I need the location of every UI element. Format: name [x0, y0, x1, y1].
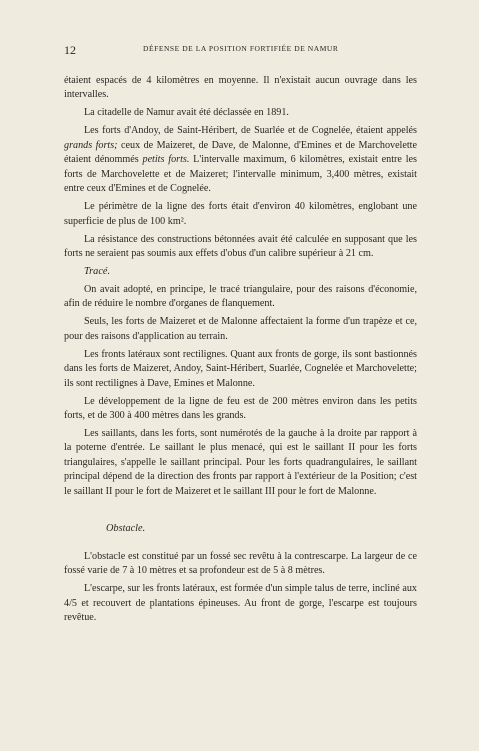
forts-text-middle: ceux de Maizeret, de Dave, de Malonne, d'Emines et de Marchovelette étaient dénommés [64, 139, 417, 166]
paragraph-trace-fronts: Les fronts latéraux sont rectilignes. Quant aux fronts de gorge, ils sont bastionnés dans les forts de Maizeret, Andoy, Saint-Héribert, Suarlée, Cognelée et Marchovelette; ils sont rectilignes à Dave, Emines et Malonne. [64, 348, 417, 389]
paragraph-trace-trapeze: Seuls, les forts de Maizeret et de Malonne affectaient la forme d'un trapèze et ce, pour des raisons d'application au terrain. [64, 316, 417, 342]
grands-forts-term: grands forts; [64, 139, 118, 151]
paragraph-forts-classification [64, 124, 417, 196]
paragraph-obstacle-escarpe: L'escarpe, sur les fronts latéraux, est formée d'un simple talus de terre, incliné aux 4/5 et recouvert de plantations épineuses. Au front de gorge, l'escarpe est toujours revêtue. [64, 583, 417, 623]
paragraph-trace-saillants: Les saillants, dans les forts, sont numérotés de la gauche à la droite par rapport à la poterne d'entrée. Le saillant le plus menacé, qui est le saillant II pour les forts triangulaires, s'appelle le saillant principal. Pour les forts quadrangulaires, le saillant principal dépend de la direction des fronts par rapport à l'extérieur de la Position; c'est le saillant II pour le fort de Maizeret et le saillant III pour le fort de Malonne. [64, 427, 417, 497]
paragraph-obstacle-fosse: L'obstacle est constitué par un fossé sec revêtu à la contrescarpe. La largeur de ce fossé varie de 7 à 10 mètres et sa profondeur est de 5 à 8 mètres. [64, 550, 417, 577]
paragraph-citadelle: La citadelle de Namur avait été déclassée en 1891. [84, 107, 289, 119]
paragraph-perimetre: Le périmètre de la ligne des forts était d'environ 40 kilomètres, englobant une superficie de plus de 100 km². [64, 201, 417, 227]
page-number: 12 [64, 43, 76, 57]
paragraph-resistance: La résistance des constructions bétonnées avait été calculée en supposant que les forts ne seraient pas soumis aux effets d'obus d'un calibre supérieur à 21 cm. [64, 233, 417, 259]
forts-text-end: L'intervalle maximum, 6 kilomètres, existait entre les forts de Marchovelette et de Maizeret; l'intervalle minimum, 3,400 mètres, existait entre ceux d'Emines et de Cognelée. [64, 154, 417, 195]
page-header [64, 44, 419, 58]
running-title: DÉFENSE DE LA POSITION FORTIFIÉE DE NAMUR [143, 44, 339, 53]
paragraph-continuation: étaient espacés de 4 kilomètres en moyenne. Il n'existait aucun ouvrage dans les intervalles. [64, 75, 417, 101]
forts-text-start: Les forts d'Andoy, de Saint-Héribert, de Suarlée et de Cognelée, étaient appelés [84, 125, 417, 137]
section-heading-obstacle: Obstacle. [106, 523, 146, 535]
paragraph-trace-ligne-de-feu: Le développement de la ligne de feu est de 200 mètres environ dans les petits forts, et de 300 à 400 mètres dans les grands. [64, 395, 417, 422]
petits-forts-term: petits forts. [142, 154, 190, 166]
page-body [64, 74, 417, 629]
section-heading-trace: Tracé. [84, 265, 111, 277]
paragraph-trace-principe: On avait adopté, en principe, le tracé triangulaire, pour des raisons d'économie, afin de réduire le nombre d'organes de flanquement. [64, 283, 417, 310]
